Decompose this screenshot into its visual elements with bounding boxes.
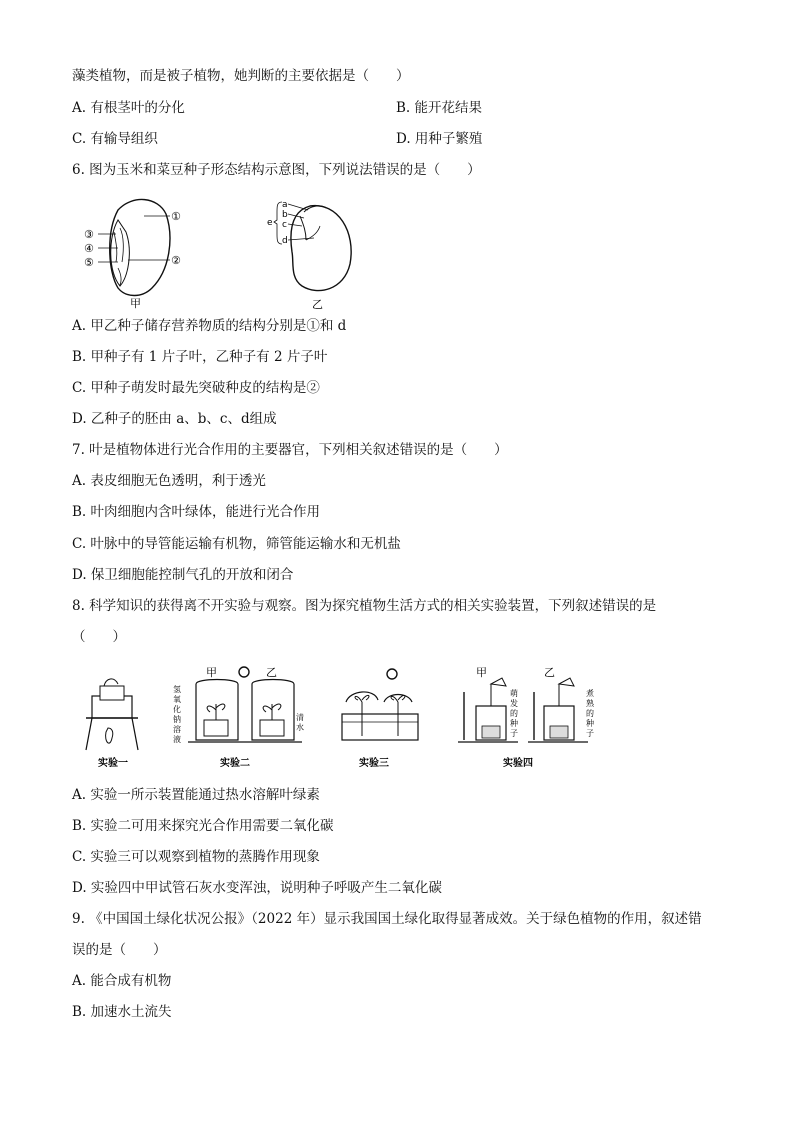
q8-stem-line-1: 8. 科学知识的获得离不开实验与观察。图为探究植物生活方式的相关实验装置，下列叙述错误的是 xyxy=(72,598,657,614)
q5-options-row-1 xyxy=(72,99,722,117)
q7-option-c: C. 叶脉中的导管能运输有机物，筛管能运输水和无机盐 xyxy=(72,536,401,552)
bean-label-b: b xyxy=(282,210,288,220)
corn-label-5: ⑤ xyxy=(84,256,94,269)
q9-stem-line-1: 9. 《中国国土绿化状况公报》（2022 年）显示我国国土绿化取得显著成效。关于绿色植物的作用，叙述错 xyxy=(72,911,702,927)
exp2-label-jia: 甲 xyxy=(206,666,217,679)
experiment-1-apparatus xyxy=(86,679,138,769)
q6-option-a: A. 甲乙种子储存营养物质的结构分别是①和 d xyxy=(72,318,347,334)
exp2-label-yi: 乙 xyxy=(266,666,277,679)
q9-option-b: B. 加速水土流失 xyxy=(72,1004,172,1020)
exp4-label-yi: 乙 xyxy=(544,666,555,679)
experiment-3-caption: 实验三 xyxy=(359,758,389,769)
seed-structure-figure xyxy=(78,192,378,310)
q5-option-a: A. 有根茎叶的分化 xyxy=(72,100,185,116)
experiment-4-apparatus xyxy=(458,666,595,769)
q5-option-c: C. 有输导组织 xyxy=(72,131,158,147)
bean-seed-diagram xyxy=(267,200,351,310)
bean-label-d: d xyxy=(282,236,288,246)
q8-stem-line-2: （ ） xyxy=(72,629,126,645)
corn-seed-diagram xyxy=(84,199,181,310)
exp2-label-naoh: 氢氧化钠溶液 xyxy=(173,685,181,744)
q8-option-d: D. 实验四中甲试管石灰水变浑浊，说明种子呼吸产生二氧化碳 xyxy=(72,880,442,896)
bean-label-c: c xyxy=(282,220,287,230)
q5-option-d: D. 用种子繁殖 xyxy=(396,131,483,147)
experiment-figure xyxy=(78,662,618,774)
bean-label-e: e xyxy=(267,218,273,228)
q5-options-row-2 xyxy=(72,130,722,148)
q6-option-c: C. 甲种子萌发时最先突破种皮的结构是② xyxy=(72,380,320,396)
q8-option-a: A. 实验一所示装置能通过热水溶解叶绿素 xyxy=(72,787,320,803)
q9-stem-line-2: 误的是（ ） xyxy=(72,942,167,958)
q6-stem: 6. 图为玉米和菜豆种子形态结构示意图，下列说法错误的是（ ） xyxy=(72,162,481,178)
exp2-label-water: 清水 xyxy=(296,713,304,732)
exp4-label-germinating: 萌发的种子 xyxy=(510,689,518,738)
sun-icon-2 xyxy=(387,669,397,679)
q6-option-b: B. 甲种子有 1 片子叶，乙种子有 2 片子叶 xyxy=(72,349,328,365)
sun-icon xyxy=(239,667,249,677)
experiment-1-caption: 实验一 xyxy=(98,758,128,769)
q7-option-a: A. 表皮细胞无色透明，利于透光 xyxy=(72,473,266,489)
q5-stem: 藻类植物，而是被子植物，她判断的主要依据是（ ） xyxy=(72,68,410,84)
corn-label-1: ① xyxy=(171,210,181,223)
q7-stem: 7. 叶是植物体进行光合作用的主要器官，下列相关叙述错误的是（ ） xyxy=(72,442,508,458)
experiment-2-apparatus xyxy=(173,666,304,769)
exp4-label-boiled: 煮熟的种子 xyxy=(586,689,594,738)
q8-option-c: C. 实验三可以观察到植物的蒸腾作用现象 xyxy=(72,849,320,865)
corn-caption: 甲 xyxy=(130,297,141,310)
experiment-3-apparatus xyxy=(342,669,418,769)
q7-option-d: D. 保卫细胞能控制气孔的开放和闭合 xyxy=(72,567,294,583)
experiment-4-caption: 实验四 xyxy=(503,758,533,769)
q8-option-b: B. 实验二可用来探究光合作用需要二氧化碳 xyxy=(72,818,334,834)
q9-option-a: A. 能合成有机物 xyxy=(72,973,172,989)
experiment-2-caption: 实验二 xyxy=(220,758,250,769)
q5-option-b: B. 能开花结果 xyxy=(396,100,483,116)
corn-label-2: ② xyxy=(171,254,181,267)
exp4-label-jia: 甲 xyxy=(476,666,487,679)
corn-label-3: ③ xyxy=(84,228,94,241)
bean-caption: 乙 xyxy=(312,298,323,310)
q7-option-b: B. 叶肉细胞内含叶绿体，能进行光合作用 xyxy=(72,504,321,520)
corn-label-4: ④ xyxy=(84,242,94,255)
bean-label-a: a xyxy=(282,200,288,210)
q6-option-d: D. 乙种子的胚由 a、b、c、d组成 xyxy=(72,411,277,427)
